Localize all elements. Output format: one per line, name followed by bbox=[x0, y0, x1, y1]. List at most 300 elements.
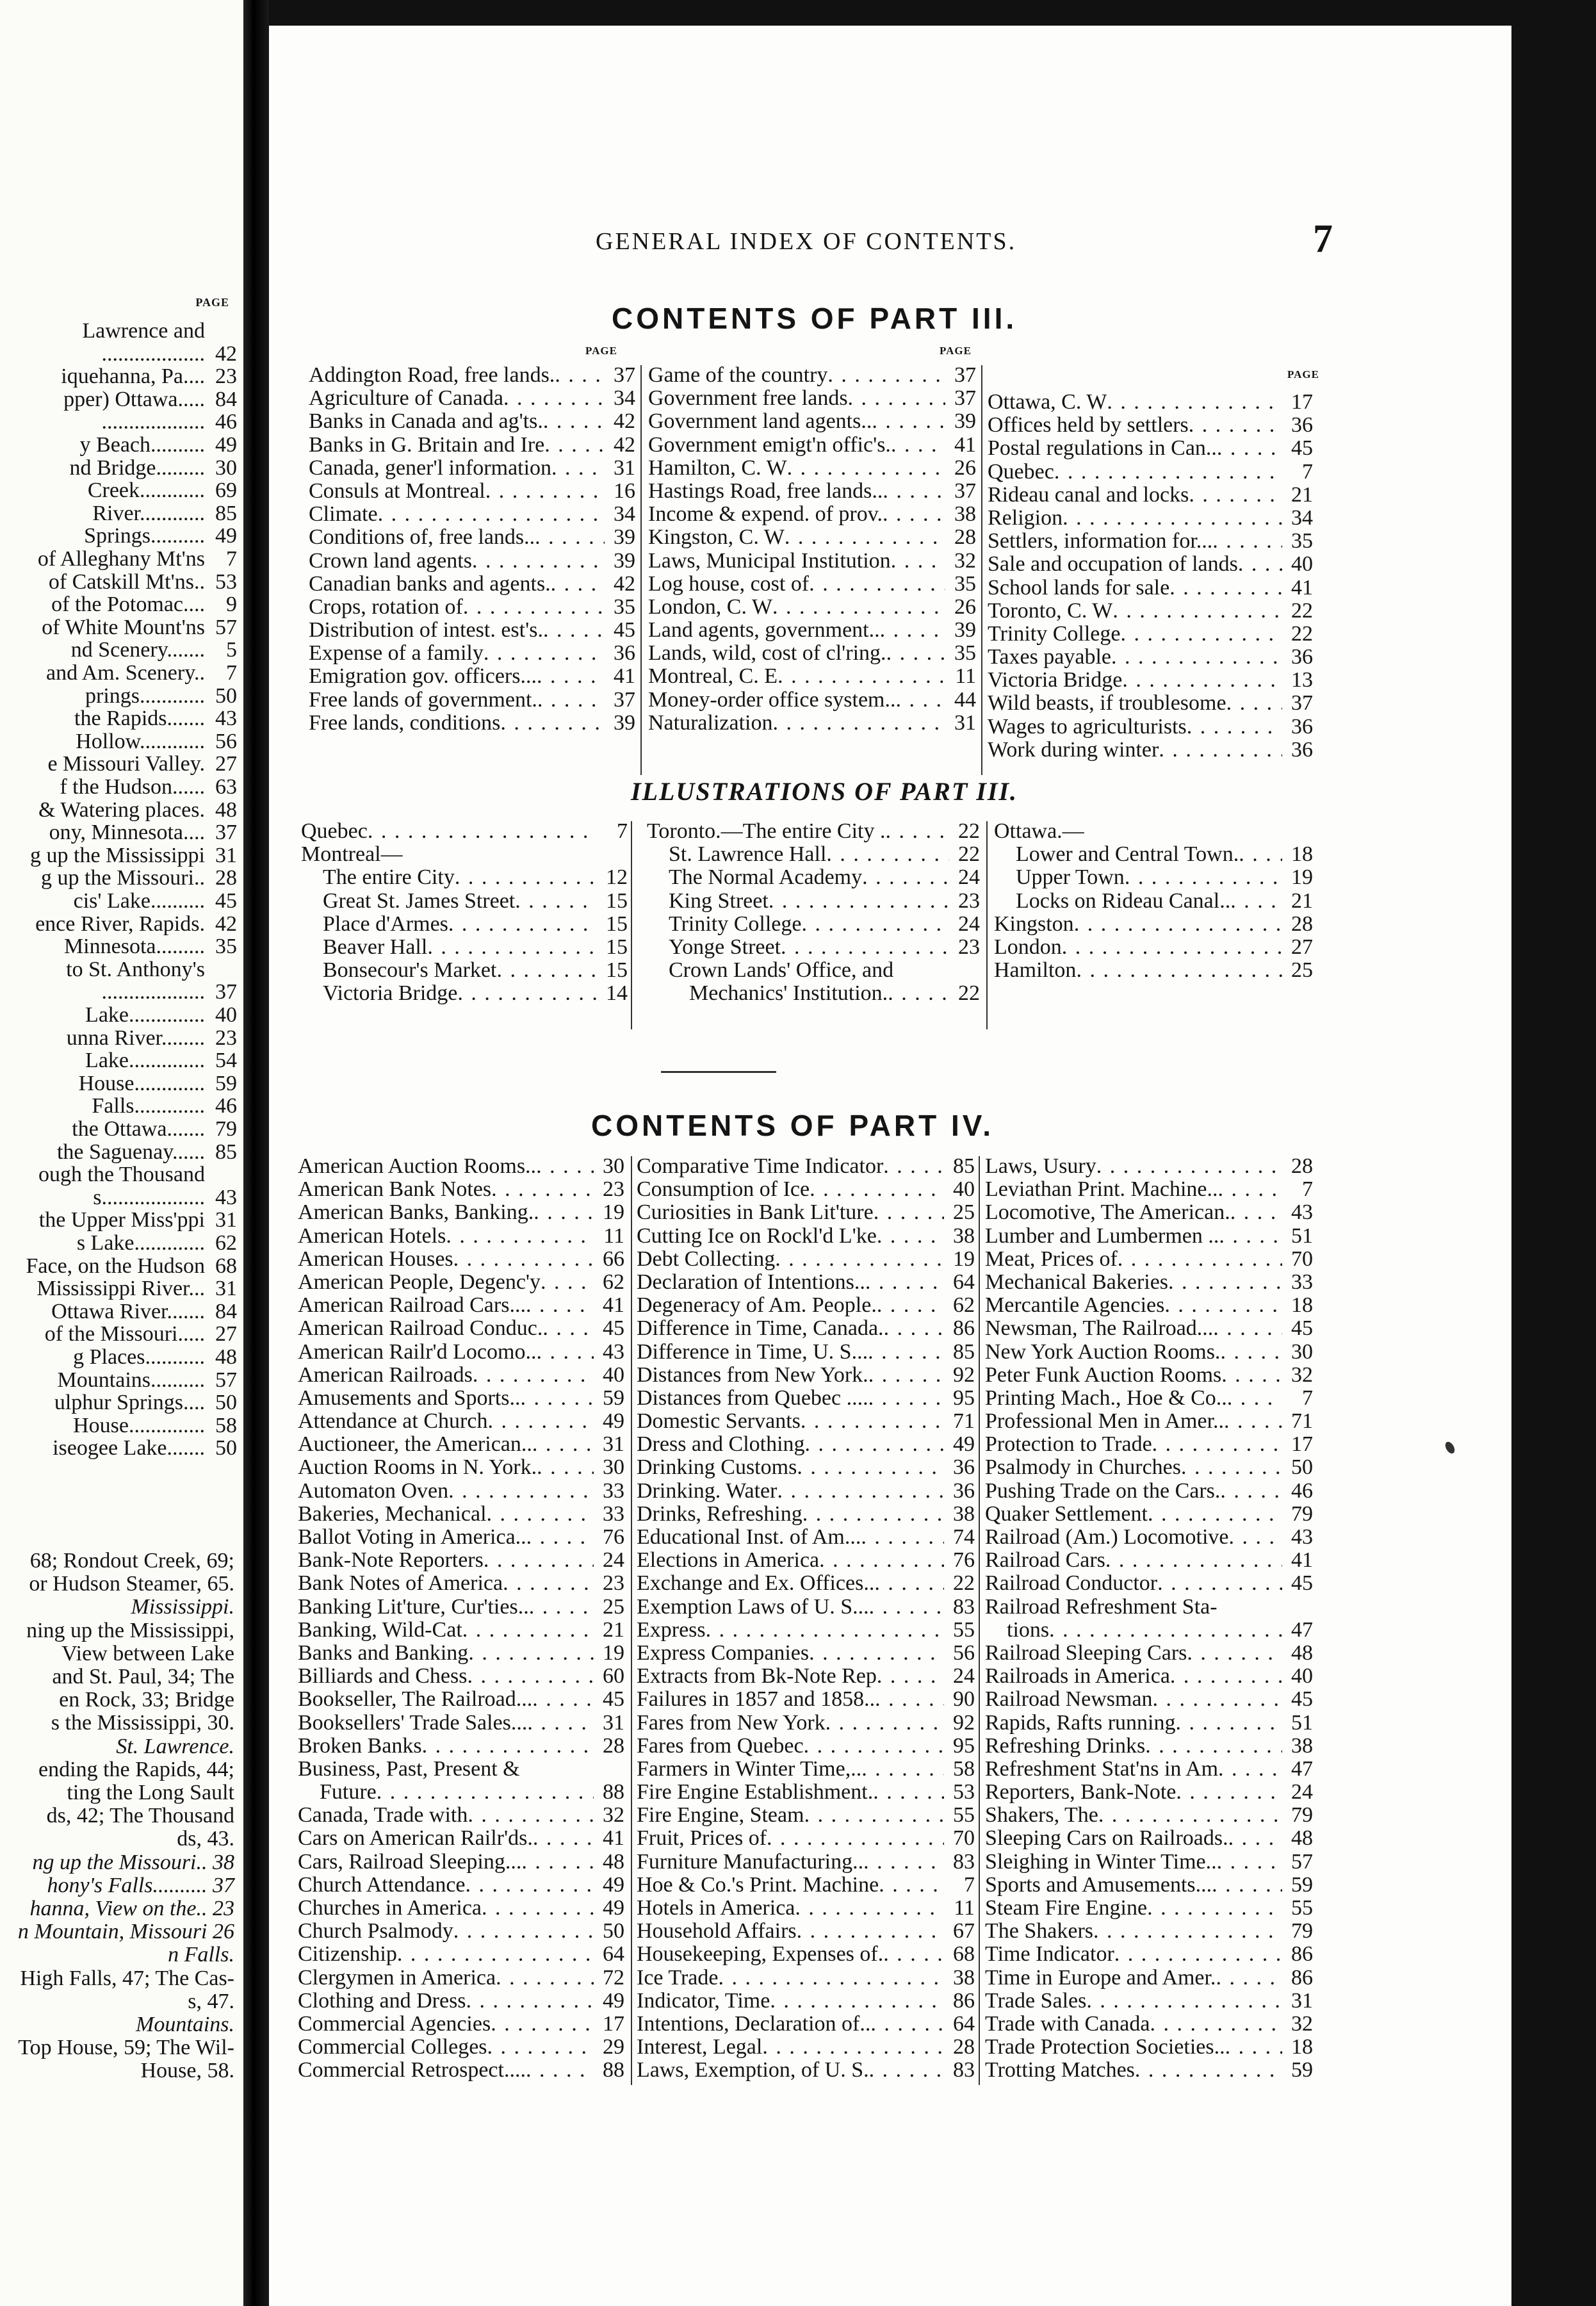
leader-dots bbox=[1150, 2013, 1282, 2036]
index-entry bbox=[988, 623, 1313, 646]
entry-page: 49 bbox=[603, 1896, 624, 1920]
index-entry bbox=[298, 1943, 624, 1966]
left-note-line: House, 58. bbox=[140, 2059, 234, 2083]
left-note-line: ending the Rapids, 44; bbox=[38, 1757, 234, 1781]
entry-title: Crops, rotation of bbox=[309, 595, 463, 619]
entry-page: 22 bbox=[958, 981, 980, 1006]
index-entry bbox=[994, 820, 1313, 843]
entry-page: 76 bbox=[603, 1525, 624, 1549]
leader-dots bbox=[378, 503, 605, 526]
entry-title: Land agents, government.. bbox=[648, 619, 880, 642]
entry-page: 40 bbox=[1291, 1664, 1313, 1689]
index-entry bbox=[988, 646, 1313, 669]
index-entry bbox=[637, 1967, 975, 1990]
entry-title: Cars on American Railr'ds. bbox=[298, 1827, 533, 1851]
leader-dots bbox=[532, 1433, 594, 1456]
index-entry bbox=[637, 1874, 975, 1897]
entry-page: 64 bbox=[953, 1270, 975, 1294]
index-entry bbox=[648, 689, 976, 712]
index-entry bbox=[298, 1410, 624, 1433]
leader-dots bbox=[555, 364, 605, 387]
index-entry bbox=[637, 1155, 975, 1178]
leader-dots bbox=[1111, 646, 1282, 669]
index-entry bbox=[985, 1317, 1313, 1340]
entry-page: 49 bbox=[953, 1432, 975, 1457]
entry-title: Mechanics' Institution. bbox=[689, 982, 888, 1006]
entry-title: Cars, Railroad Sleeping... bbox=[298, 1850, 522, 1874]
leader-dots bbox=[466, 1990, 594, 2013]
entry-page: 22 bbox=[958, 819, 980, 843]
entry-title: Distribution of intest. est's. bbox=[309, 619, 543, 642]
entry-page: 7 bbox=[1302, 1386, 1313, 1410]
left-entry-page: 49 bbox=[215, 433, 237, 457]
index-entry bbox=[309, 364, 635, 387]
index-entry bbox=[648, 642, 976, 665]
entry-page: 23 bbox=[603, 1177, 624, 1202]
entry-title: Cutting Ice on Rockl'd L'ke bbox=[637, 1224, 877, 1248]
leader-dots bbox=[1239, 843, 1282, 866]
index-entry bbox=[298, 1341, 624, 1364]
leader-dots bbox=[872, 410, 945, 433]
index-entry bbox=[988, 576, 1313, 600]
entry-title: Income & expend. of prov. bbox=[648, 503, 883, 527]
index-entry bbox=[985, 1456, 1313, 1479]
index-entry bbox=[985, 1178, 1313, 1201]
entry-page: 21 bbox=[1291, 888, 1313, 913]
entry-page: 23 bbox=[958, 935, 980, 959]
left-entry-title: to St. Anthony's bbox=[66, 957, 205, 981]
left-index-line bbox=[53, 1437, 237, 1459]
entry-title: Extracts from Bk-Note Rep bbox=[637, 1665, 877, 1689]
entry-title: Citizenship bbox=[298, 1943, 397, 1967]
index-entry bbox=[301, 820, 628, 843]
entry-title: Dress and Clothing bbox=[637, 1433, 805, 1457]
leader-dots bbox=[868, 1387, 944, 1410]
entry-page: 88 bbox=[603, 2058, 624, 2082]
entry-page: 40 bbox=[603, 1362, 624, 1387]
index-entry bbox=[637, 1642, 975, 1665]
left-index-line bbox=[57, 1141, 237, 1163]
leader-dots bbox=[1152, 1433, 1282, 1456]
entry-title: The entire City bbox=[323, 866, 455, 890]
entry-page: 24 bbox=[953, 1664, 975, 1689]
entry-page: 37 bbox=[954, 386, 976, 411]
leader-dots bbox=[1122, 669, 1282, 692]
index-entry bbox=[988, 461, 1313, 484]
entry-title: Canada, Trade with bbox=[298, 1804, 468, 1828]
entry-title: Railroad Refreshment Sta- bbox=[985, 1595, 1217, 1619]
entry-page: 79 bbox=[1291, 1501, 1313, 1526]
left-entry-page: 62 bbox=[215, 1231, 237, 1255]
index-entry bbox=[647, 959, 980, 982]
entry-page: 50 bbox=[1291, 1455, 1313, 1480]
leader-dots bbox=[804, 1735, 944, 1758]
index-entry bbox=[647, 843, 980, 866]
entry-title: American People, Degenc'y bbox=[298, 1270, 541, 1294]
entry-title: Mercantile Agencies bbox=[985, 1294, 1165, 1318]
leader-dots bbox=[496, 1967, 594, 1990]
entry-page: 28 bbox=[953, 2035, 975, 2059]
illustrations3-column-1 bbox=[301, 820, 628, 1006]
leader-dots bbox=[1114, 1943, 1282, 1966]
entry-title: Clergymen in America bbox=[298, 1966, 496, 1990]
entry-page: 26 bbox=[954, 594, 976, 619]
entry-page: 7 bbox=[1302, 459, 1313, 484]
left-note-line: ting the Long Sault bbox=[67, 1781, 234, 1804]
left-entry-title: Creek............ bbox=[87, 478, 205, 503]
leader-dots bbox=[706, 1619, 944, 1642]
entry-page: 59 bbox=[603, 1386, 624, 1410]
entry-page: 92 bbox=[953, 1362, 975, 1387]
index-entry bbox=[301, 890, 628, 913]
index-entry bbox=[309, 596, 635, 619]
left-note-line: ds, 42; The Thousand bbox=[46, 1804, 234, 1828]
left-entry-page: 49 bbox=[215, 524, 237, 548]
entry-title: Bookseller, The Railroad... bbox=[298, 1688, 533, 1712]
entry-title: Educational Inst. of Am... bbox=[637, 1526, 861, 1549]
index-entry bbox=[985, 1967, 1313, 1990]
index-entry bbox=[985, 1572, 1313, 1595]
entry-title: Drinking Customs bbox=[637, 1456, 797, 1480]
entry-title: Broken Banks bbox=[298, 1734, 422, 1758]
entry-title: Distances from New York. bbox=[637, 1363, 868, 1387]
left-entry-title: the Rapids....... bbox=[74, 707, 205, 731]
leader-dots bbox=[1062, 936, 1282, 959]
left-entry-page: 59 bbox=[215, 1071, 237, 1095]
entry-page: 30 bbox=[1291, 1339, 1313, 1364]
leader-dots bbox=[1218, 1758, 1282, 1781]
entry-page: 28 bbox=[603, 1733, 624, 1758]
leader-dots bbox=[487, 1410, 594, 1433]
index-entry bbox=[648, 550, 976, 573]
leader-dots bbox=[1220, 1341, 1282, 1364]
left-entry-page: 84 bbox=[215, 387, 237, 411]
leader-dots bbox=[466, 1874, 594, 1897]
leader-dots bbox=[453, 1248, 594, 1271]
entry-page: 36 bbox=[1291, 645, 1313, 669]
entry-title: Distances from Quebec .... bbox=[637, 1386, 868, 1410]
left-index-line bbox=[102, 343, 238, 365]
leader-dots bbox=[877, 1294, 944, 1317]
leader-dots bbox=[468, 1642, 594, 1665]
entry-page: 47 bbox=[1291, 1756, 1313, 1781]
entry-page: 66 bbox=[603, 1247, 624, 1271]
leader-dots bbox=[1189, 484, 1282, 507]
entry-title: Consuls at Montreal bbox=[309, 479, 485, 503]
entry-title: Bakeries, Mechanical bbox=[298, 1502, 487, 1526]
entry-title: Churches in America bbox=[298, 1897, 482, 1920]
leader-dots bbox=[883, 1943, 944, 1966]
index-entry bbox=[309, 550, 635, 573]
index-entry bbox=[637, 1480, 975, 1503]
entry-page: 40 bbox=[953, 1177, 975, 1202]
left-index-line bbox=[84, 525, 237, 547]
index-entry bbox=[637, 1851, 975, 1874]
index-entry bbox=[994, 890, 1313, 913]
leader-dots bbox=[874, 1572, 944, 1595]
entry-page: 71 bbox=[1291, 1409, 1313, 1434]
entry-title: Crown Lands' Office, and bbox=[669, 959, 894, 983]
leader-dots bbox=[473, 1364, 594, 1387]
leader-dots bbox=[532, 1688, 594, 1711]
entry-page: 23 bbox=[958, 888, 980, 913]
entry-page: 41 bbox=[954, 432, 976, 457]
entry-page: 42 bbox=[614, 571, 635, 596]
left-index-line bbox=[51, 594, 237, 616]
entry-page: 37 bbox=[614, 363, 635, 387]
left-index-line bbox=[77, 1232, 237, 1254]
entry-title: Railroad (Am.) Locomotive bbox=[985, 1526, 1229, 1549]
index-entry bbox=[298, 2013, 624, 2036]
left-index-line bbox=[92, 503, 237, 525]
leader-dots bbox=[487, 2036, 594, 2059]
index-entry bbox=[637, 1294, 975, 1317]
entry-title: Wild beasts, if troublesome bbox=[988, 692, 1226, 716]
leader-dots bbox=[1217, 1851, 1282, 1874]
left-entry-page: 56 bbox=[215, 729, 237, 753]
index-entry bbox=[985, 1480, 1313, 1503]
index-entry bbox=[994, 843, 1313, 866]
entry-title: Montreal— bbox=[301, 843, 403, 867]
left-entry-title: Mississippi River... bbox=[37, 1277, 205, 1301]
entry-page: 67 bbox=[953, 1919, 975, 1943]
entry-page: 37 bbox=[954, 478, 976, 503]
index-entry bbox=[637, 1178, 975, 1201]
index-entry bbox=[298, 1642, 624, 1665]
entry-page: 19 bbox=[603, 1200, 624, 1225]
entry-title: Quaker Settlement bbox=[985, 1502, 1148, 1526]
left-entry-title: ulphur Springs.... bbox=[54, 1391, 205, 1415]
entry-page: 36 bbox=[953, 1478, 975, 1503]
entry-title: Interest, Legal bbox=[637, 2036, 763, 2059]
index-entry bbox=[637, 1572, 975, 1595]
left-entry-title: House............. bbox=[78, 1071, 205, 1095]
entry-title: Domestic Servants bbox=[637, 1410, 801, 1434]
leader-dots bbox=[1147, 1897, 1282, 1920]
entry-page: 35 bbox=[954, 641, 976, 666]
left-index-line bbox=[92, 1095, 237, 1117]
left-entry-title: Mountains.......... bbox=[57, 1368, 205, 1392]
index-entry bbox=[298, 1619, 624, 1642]
left-entry-page: 42 bbox=[215, 912, 237, 936]
leader-dots bbox=[888, 982, 949, 1005]
index-entry bbox=[298, 1480, 624, 1503]
entry-title: Free lands, conditions bbox=[309, 711, 501, 735]
illustrations3-column-2 bbox=[647, 820, 980, 1006]
index-entry bbox=[648, 410, 976, 433]
index-entry bbox=[637, 2059, 975, 2082]
entry-page: 24 bbox=[603, 1548, 624, 1573]
left-index-line bbox=[60, 776, 237, 798]
entry-page: 15 bbox=[606, 912, 628, 936]
leader-dots bbox=[537, 1456, 594, 1479]
entry-title: Attendance at Church bbox=[298, 1410, 488, 1434]
index-entry bbox=[309, 712, 635, 735]
entry-title: Locomotive, The American. bbox=[985, 1201, 1230, 1225]
entry-page: 55 bbox=[953, 1803, 975, 1828]
leader-dots bbox=[448, 1480, 594, 1503]
entry-page: 28 bbox=[1291, 912, 1313, 936]
entry-title: Ottawa, C. W bbox=[988, 391, 1107, 414]
leader-dots bbox=[1054, 461, 1282, 484]
entry-title: Trinity College bbox=[988, 622, 1121, 646]
leader-dots bbox=[1169, 576, 1282, 600]
entry-page: 56 bbox=[953, 1640, 975, 1665]
index-entry bbox=[988, 484, 1313, 507]
entry-title: Leviathan Print. Machine.. bbox=[985, 1178, 1218, 1202]
entry-page: 27 bbox=[1291, 935, 1313, 959]
entry-page: 74 bbox=[953, 1525, 975, 1549]
entry-title: Kingston, C. W bbox=[648, 526, 785, 550]
left-entry-title: Lawrence and bbox=[82, 319, 205, 343]
entry-page: 16 bbox=[614, 478, 635, 503]
entry-title: Hamilton, C. W bbox=[648, 456, 787, 480]
entry-page: 38 bbox=[953, 1965, 975, 1990]
entry-title: Commercial Agencies bbox=[298, 2012, 491, 2036]
leader-dots bbox=[1076, 959, 1282, 982]
index-entry bbox=[298, 1712, 624, 1735]
leader-dots bbox=[805, 1433, 944, 1456]
index-entry bbox=[647, 890, 980, 913]
index-entry bbox=[637, 1410, 975, 1433]
index-entry bbox=[988, 507, 1313, 530]
leader-dots bbox=[1212, 530, 1282, 553]
entry-title: Religion bbox=[988, 506, 1063, 530]
left-note-line: and St. Paul, 34; The bbox=[52, 1665, 234, 1689]
entry-title: Addington Road, free lands. bbox=[309, 364, 555, 387]
index-entry bbox=[637, 1735, 975, 1758]
entry-page: 68 bbox=[953, 1942, 975, 1967]
leader-dots bbox=[1224, 1410, 1282, 1433]
left-index-line bbox=[88, 480, 237, 502]
left-index-line bbox=[66, 959, 237, 981]
entry-page: 45 bbox=[1291, 436, 1313, 461]
right-page bbox=[269, 26, 1511, 2306]
index-entry bbox=[298, 1456, 624, 1479]
index-entry bbox=[985, 1387, 1313, 1410]
left-entry-page: 35 bbox=[215, 935, 237, 959]
leader-dots bbox=[886, 642, 945, 665]
entry-title: Trotting Matches bbox=[985, 2059, 1135, 2082]
leader-dots bbox=[1189, 414, 1282, 437]
left-index-line bbox=[61, 366, 237, 388]
entry-title: Curiosities in Bank Lit'ture bbox=[637, 1201, 874, 1225]
entry-title: Place d'Armes bbox=[323, 912, 448, 936]
leader-dots bbox=[526, 1294, 594, 1317]
index-entry bbox=[648, 526, 976, 549]
leader-dots bbox=[1112, 600, 1282, 623]
index-entry bbox=[298, 1897, 624, 1920]
left-entry-page: 84 bbox=[215, 1299, 237, 1323]
entry-title: Upper Town bbox=[1016, 866, 1125, 890]
leader-dots bbox=[875, 1688, 944, 1711]
entry-page: 48 bbox=[1291, 1826, 1313, 1851]
entry-title: Sleeping Cars on Railroads. bbox=[985, 1827, 1228, 1851]
leader-dots bbox=[1187, 1642, 1282, 1665]
leader-dots bbox=[543, 410, 605, 433]
entry-title: Canadian banks and agents. bbox=[309, 572, 551, 596]
entry-title: Exemption Laws of U. S... bbox=[637, 1595, 869, 1619]
leader-dots bbox=[485, 480, 605, 503]
illustrations3-heading: ILLUSTRATIONS OF PART III. bbox=[631, 777, 1018, 806]
entry-title: Shakers, The bbox=[985, 1804, 1098, 1828]
index-entry bbox=[985, 1758, 1313, 1781]
leader-dots bbox=[809, 573, 945, 596]
index-entry bbox=[298, 1201, 624, 1224]
left-entry-title: iseogee Lake....... bbox=[53, 1436, 205, 1460]
index-entry bbox=[298, 1874, 624, 1897]
leader-dots bbox=[1096, 1155, 1282, 1178]
index-entry bbox=[985, 2036, 1313, 2059]
ink-speck bbox=[1444, 1440, 1456, 1455]
index-entry bbox=[985, 1433, 1313, 1456]
leader-dots bbox=[861, 1526, 944, 1549]
entry-title: American Railr'd Locomo.. bbox=[298, 1340, 537, 1364]
left-index-line bbox=[39, 1209, 237, 1231]
part4-column-2 bbox=[637, 1155, 975, 2082]
entry-page: 36 bbox=[1291, 737, 1313, 762]
entry-title: Declaration of Intentions.. bbox=[637, 1270, 865, 1294]
index-entry bbox=[637, 1920, 975, 1943]
left-entry-page: 79 bbox=[215, 1117, 237, 1141]
index-entry bbox=[309, 689, 635, 712]
leader-dots bbox=[1063, 507, 1282, 530]
column-rule bbox=[631, 1156, 632, 2085]
entry-title: Trade Sales bbox=[985, 1989, 1087, 2013]
entry-page: 62 bbox=[603, 1270, 624, 1294]
entry-title: Consumption of Ice bbox=[637, 1178, 810, 1202]
leader-dots bbox=[529, 1596, 594, 1619]
index-entry bbox=[637, 1549, 975, 1572]
leader-dots bbox=[422, 1735, 594, 1758]
left-index-line bbox=[73, 1415, 237, 1437]
left-note-line: Mississippi. bbox=[131, 1595, 234, 1619]
leader-dots bbox=[1170, 1665, 1282, 1688]
entry-page: 51 bbox=[1291, 1710, 1313, 1735]
index-entry bbox=[994, 913, 1313, 936]
entry-page: 62 bbox=[953, 1293, 975, 1318]
index-entry bbox=[647, 913, 980, 936]
left-entry-title: cis' Lake.......... bbox=[73, 889, 205, 913]
index-entry bbox=[298, 1549, 624, 1572]
entry-page: 7 bbox=[617, 819, 628, 843]
left-index-line bbox=[72, 1118, 237, 1140]
left-entry-title: of Alleghany Mt'ns bbox=[37, 547, 205, 571]
entry-title: New York Auction Rooms. bbox=[985, 1340, 1221, 1364]
index-entry bbox=[298, 1827, 624, 1850]
leader-dots bbox=[886, 820, 950, 843]
entry-page: 39 bbox=[954, 409, 976, 434]
entry-page: 45 bbox=[1291, 1571, 1313, 1596]
entry-title: Log house, cost of bbox=[648, 572, 810, 596]
left-index-line bbox=[47, 753, 237, 775]
entry-title: Church Psalmody bbox=[298, 1920, 453, 1943]
entry-page: 83 bbox=[953, 1594, 975, 1619]
index-entry bbox=[301, 913, 628, 936]
index-entry bbox=[309, 573, 635, 596]
entry-title: Climate bbox=[309, 503, 378, 527]
entry-title: Lands, wild, cost of cl'ring. bbox=[648, 642, 886, 666]
entry-page: 21 bbox=[603, 1617, 624, 1642]
entry-page: 41 bbox=[603, 1826, 624, 1851]
left-entry-title: and Am. Scenery.. bbox=[45, 661, 205, 685]
entry-page: 26 bbox=[954, 455, 976, 480]
left-entry-page: 48 bbox=[215, 1345, 237, 1369]
index-entry bbox=[298, 1735, 624, 1758]
index-entry bbox=[298, 1572, 624, 1595]
left-entry-title: Lake.............. bbox=[85, 1003, 205, 1027]
index-entry bbox=[298, 1851, 624, 1874]
